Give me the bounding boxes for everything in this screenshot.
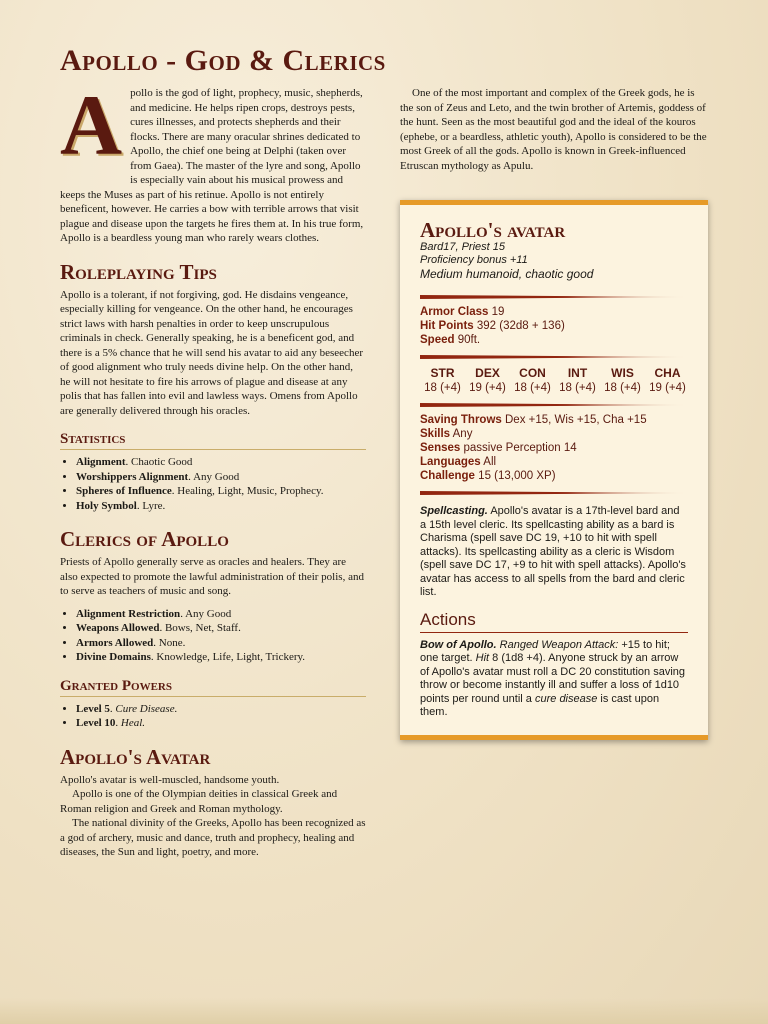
statistics-heading: Statistics	[60, 430, 366, 450]
page-title: Apollo - God & Clerics	[60, 44, 386, 77]
statistics-list	[60, 455, 366, 513]
list-item: • Divine Domains. Knowledge, Life, Light, Trickery.	[76, 650, 366, 665]
senses-line: Senses passive Perception 14	[420, 442, 577, 454]
list-item: • Spheres of Influence. Healing, Light, Music, Prophecy.	[76, 484, 366, 499]
list-item: • Level 10. Heal.	[76, 716, 366, 731]
avatar-paragraph-3: The national divinity of the Greeks, Apollo has been recognized as a god of archery, music and dance, truth and prophecy, healing and diseases, the Sun and light, poetry, and more.	[60, 817, 366, 858]
list-item: • Worshippers Alignment. Any Good	[76, 470, 366, 485]
granted-heading: Granted Powers	[60, 677, 366, 697]
page-footer-band	[0, 998, 768, 1024]
list-item: • Alignment Restriction. Any Good	[76, 607, 366, 622]
clerics-heading: Clerics of Apollo	[60, 527, 229, 551]
spellcasting-trait: Spellcasting. Apollo's avatar is a 17th-level bard and a 15th level cleric. Its spellcasting ability as a bard is Charisma (spell save DC 19, +10 to hit with spell attacks). Its spellcasting ability as a cleric is Wisdom (spell save DC 17, +9 to hit with spell attacks). Apollo's avatar has access to all spells from the bard and cleric list.	[420, 505, 686, 598]
skills-line: Skills Any	[420, 428, 473, 440]
ability-dex: DEX 19 (+4)	[469, 366, 506, 394]
list-item: • Level 5. Cure Disease.	[76, 702, 366, 717]
list-item: • Alignment. Chaotic Good	[76, 455, 366, 470]
clerics-text: Priests of Apollo generally serve as oracles and healers. They are also expected to promote the lawful administration of their polis, and to serve as teachers of music and song.	[60, 556, 364, 597]
dropcap-letter: A	[60, 77, 123, 173]
roleplaying-text: Apollo is a tolerant, if not forgiving, god. He disdains vengeance, especially killing for vengeance. On the other hand, he encourages strict laws with harsh penalties in order to keep unscrupulous criminals in check. Generally speaking, he is a beneficent god, and there is a 5% chance that he will send his avatar to aid any beseecher of good alignment who truly needs divine help. On the other hand, he will not hesitate to fire his arrows of plague and disease at any polis that has fallen into evil and lawless ways. Omens from Apollo are generally delivered through his oracles.	[60, 288, 363, 417]
ability-wis: WIS 18 (+4)	[604, 366, 641, 394]
divider	[420, 403, 688, 407]
ability-int: INT 18 (+4)	[559, 366, 596, 394]
list-item: • Holy Symbol. Lyre.	[76, 499, 366, 514]
intro-text: pollo is the god of light, prophecy, music, shepherds, and medicine. He helps ripen crops, destroys pests, cures illnesses, and protects shepherds and their flocks. There are many oracular shrines dedicated to Apollo, the chief one being at Delphi (taken over from Gaea). The master of the lyre and song, Apollo is especially vain about his musical prowess and keeps the Muses as part of his retinue. Apollo is not entirely beneficent, however. He carries a bow with terrible arrows that visit plague and disease upon the targets he fires them at. In his true form, Apollo is a beardless young man who rarely wears clothes.	[60, 87, 364, 244]
avatar-paragraph-1: Apollo's avatar is well-muscled, handsome youth.	[60, 773, 280, 786]
left-column	[60, 77, 366, 860]
statblock-type-line: Medium humanoid, chaotic good	[420, 267, 594, 281]
bow-of-apollo-action: Bow of Apollo. Ranged Weapon Attack: +15 to hit; one target. Hit 8 (1d8 +4). Anyone struck by an arrow of Apollo's avatar must roll a DC 20 constitution saving throw or become instantly ill and suffer a loss of 1d10 points per round until a cure disease is cast upon them.	[420, 638, 686, 718]
right-intro-paragraph: One of the most important and complex of the Greek gods, he is the son of Zeus and Leto, and the twin brother of Artemis, goddess of the hunt. Seen as the most beautiful god and the ideal of the kouros (ephebe, or a beardless, athletic youth), Apollo is considered to be the most Greek of all the gods. Apollo is known in Greek-influenced Etruscan mythology as Apulu.	[400, 87, 707, 172]
list-item: • Armors Allowed. None.	[76, 636, 366, 651]
granted-list	[60, 702, 366, 731]
stat-block	[400, 200, 708, 740]
speed-line: Speed 90ft.	[420, 334, 481, 346]
right-column	[400, 86, 710, 173]
avatar-heading: Apollo's Avatar	[60, 744, 211, 769]
challenge-line: Challenge 15 (13,000 XP)	[420, 470, 556, 482]
avatar-paragraph-2: Apollo is one of the Olympian deities in classical Greek and Roman religion and Greek and Roman mythology.	[60, 788, 338, 815]
ability-str: STR 18 (+4)	[424, 366, 461, 394]
divider	[420, 295, 688, 299]
divider	[420, 491, 688, 495]
divider	[420, 355, 688, 359]
armor-class-line: Armor Class 19	[420, 306, 505, 318]
statblock-class-line: Bard17, Priest 15	[420, 241, 505, 253]
ability-scores	[420, 365, 688, 395]
saving-throws-line: Saving Throws Dex +15, Wis +15, Cha +15	[420, 414, 647, 426]
ability-cha: CHA 19 (+4)	[649, 366, 686, 394]
languages-line: Languages All	[420, 456, 497, 468]
intro-paragraph	[60, 77, 366, 246]
roleplaying-heading: Roleplaying Tips	[60, 259, 217, 284]
hit-points-line: Hit Points 392 (32d8 + 136)	[420, 320, 565, 332]
clerics-list	[60, 607, 366, 665]
actions-heading: Actions	[420, 610, 688, 633]
statblock-name: Apollo's avatar	[420, 218, 566, 242]
list-item: • Weapons Allowed. Bows, Net, Staff.	[76, 621, 366, 636]
statblock-proficiency-line: Proficiency bonus +11	[420, 254, 528, 266]
ability-con: CON 18 (+4)	[514, 366, 551, 394]
